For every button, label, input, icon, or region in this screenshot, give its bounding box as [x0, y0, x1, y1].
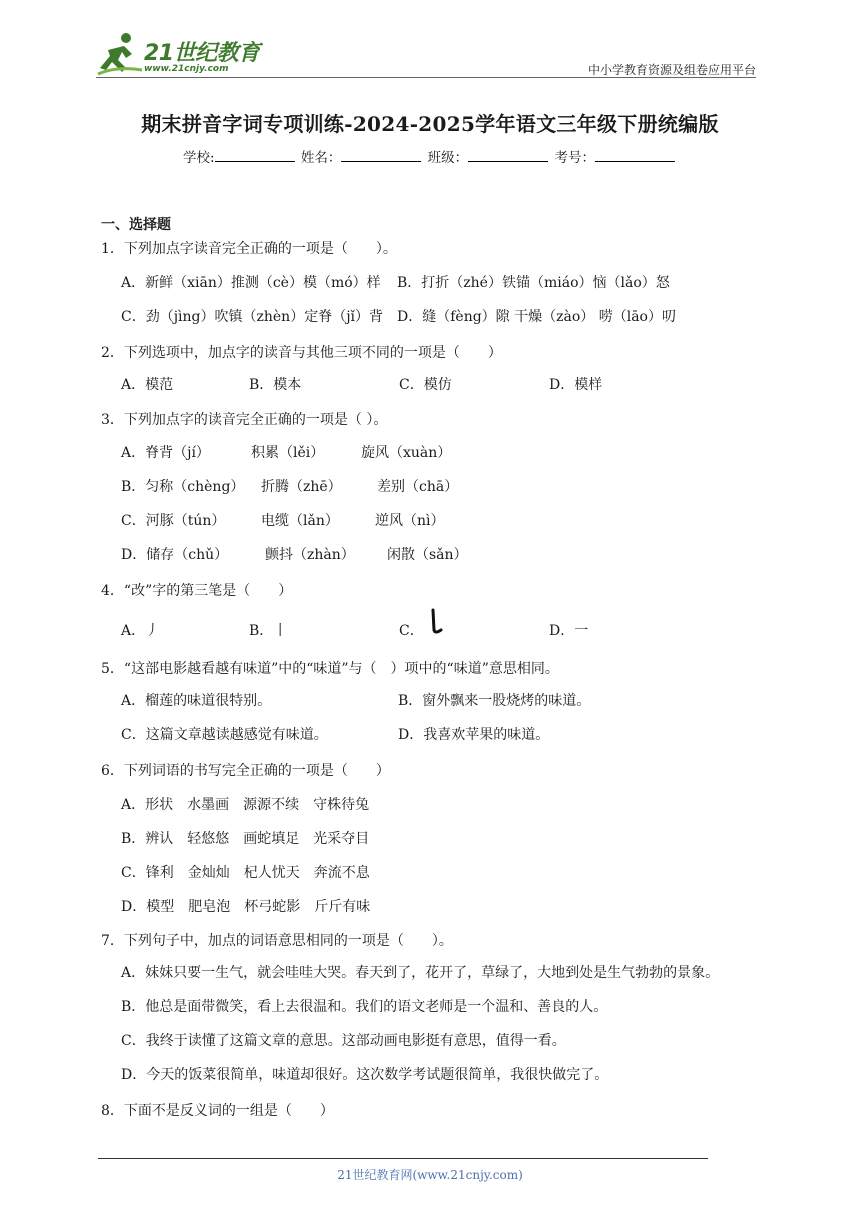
q3-a-word-1: A．脊背（jí）: [121, 445, 210, 461]
q7-option-d: D．今天的饭菜很简单，味道却很好。这次数学考试题很简单，我很快做完了。: [121, 1067, 609, 1083]
q4-option-d: D．一: [549, 623, 589, 639]
q2-option-c: C．模仿: [399, 377, 452, 393]
q3-a-word-3: 旋风（xuàn）: [361, 445, 452, 461]
question-3-stem: 3．下列加点字的读音完全正确的一项是（ ）。: [101, 412, 388, 428]
q5-option-a: A．榴莲的味道很特别。: [121, 693, 272, 709]
q1-option-b: B．打折（zhé）铁锚（miáo）恼（lǎo）怒: [397, 275, 670, 291]
school-blank: [215, 147, 295, 162]
number-blank: [595, 147, 675, 162]
q3-d-word-2: 颤抖（zhàn）: [265, 547, 355, 563]
q1-option-a: A．新鲜（xiān）推测（cè）模（mó）样: [121, 275, 381, 291]
page-header: [96, 30, 756, 80]
q3-b-word-2: 折腾（zhē）: [261, 479, 342, 495]
question-7-stem: 7．下列句子中，加点的词语意思相同的一项是（ ）。: [101, 933, 453, 949]
q4-option-c: [399, 620, 424, 640]
q3-d-word-3: 闲散（sǎn）: [387, 547, 468, 563]
runner-logo-icon: [96, 30, 144, 78]
question-4-stem: 4．“改”字的第三笔是（ ）: [101, 583, 293, 599]
q2-option-a: A．模范: [121, 377, 174, 393]
q1-option-c: C．劲（jìng）吹镇（zhèn）定脊（jǐ）背: [121, 309, 384, 325]
number-label: 考号：: [554, 150, 595, 166]
q3-d-word-1: D．储存（chǔ）: [121, 547, 229, 563]
school-label: 学校:: [183, 150, 215, 166]
question-2-stem: 2．下列选项中，加点字的读音与其他三项不同的一项是（ ）: [101, 345, 502, 361]
q2-option-d: D．模样: [549, 377, 603, 393]
q7-option-b: B．他总是面带微笑，看上去很温和。我们的语文老师是一个温和、善良的人。: [121, 999, 608, 1015]
q4-option-b: B．丨: [249, 623, 288, 639]
q5-option-d: D．我喜欢苹果的味道。: [398, 727, 550, 743]
q3-b-word-1: B．匀称（chèng）: [121, 479, 245, 495]
class-label: 班级：: [427, 150, 469, 166]
q2-option-b: B．模本: [249, 377, 302, 393]
q5-option-c: C．这篇文章越读越感觉有味道。: [121, 727, 328, 743]
logo-url: www.21cnjy.com: [144, 64, 229, 74]
footer-text: 21世纪教育网(www.21cnjy.com): [337, 1168, 523, 1182]
page-title: 期末拼音字词专项训练-2024-2025学年语文三年级下册统编版: [141, 112, 719, 136]
q3-b-word-3: 差别（chā）: [377, 479, 459, 495]
q6-option-c: C．锋利 金灿灿 杞人忧天 奔流不息: [121, 865, 370, 881]
header-divider: [96, 77, 756, 78]
q6-option-a: A．形状 水墨画 源源不续 守株待兔: [121, 797, 370, 813]
header-slogan: 中小学教育资源及组卷应用平台: [587, 63, 756, 77]
q4-option-a: A．丿: [121, 623, 160, 639]
name-label: 姓名：: [300, 150, 342, 166]
question-1-stem: 1．下列加点字读音完全正确的一项是（ ）。: [101, 241, 397, 257]
q3-c-word-2: 电缆（lǎn）: [261, 513, 339, 529]
section-heading: 一、选择题: [101, 217, 171, 233]
question-8-stem: 8．下面不是反义词的一组是（ ）: [101, 1103, 334, 1119]
q3-c-word-3: 逆风（nì）: [375, 513, 445, 529]
q5-option-b: B．窗外飘来一股烧烤的味道。: [398, 693, 591, 709]
q6-option-d: D．模型 肥皂泡 杯弓蛇影 斤斤有味: [121, 899, 371, 915]
class-blank: [468, 147, 548, 162]
q6-option-b: B．辨认 轻悠悠 画蛇填足 光采夺目: [121, 831, 370, 847]
logo-text: 21世纪教育: [144, 41, 260, 66]
question-5-stem: 5．“这部电影越看越有味道”中的“味道”与（ ）项中的“味道”意思相同。: [101, 661, 559, 677]
q3-a-word-2: 积累（lěi）: [251, 445, 325, 461]
q4-option-c-label: C．: [399, 623, 424, 639]
q1-option-d: D．缝（fèng）隙 干燥（zào） 唠（lāo）叨: [397, 309, 676, 325]
question-6-stem: 6．下列词语的书写完全正确的一项是（ ）: [101, 763, 390, 779]
stroke-shuzhe-ti-icon: [429, 608, 443, 638]
student-info: [0, 146, 860, 166]
footer-divider: [98, 1158, 708, 1159]
q3-c-word-1: C．河豚（tún）: [121, 513, 226, 529]
logo: [96, 30, 266, 78]
q7-option-c: C．我终于读懂了这篇文章的意思。这部动画电影挺有意思，值得一看。: [121, 1033, 566, 1049]
name-blank: [341, 147, 421, 162]
q7-option-a: A．妹妹只要一生气，就会哇哇大哭。春天到了，花开了，草绿了，大地到处是生气勃勃的景象。: [121, 965, 720, 981]
